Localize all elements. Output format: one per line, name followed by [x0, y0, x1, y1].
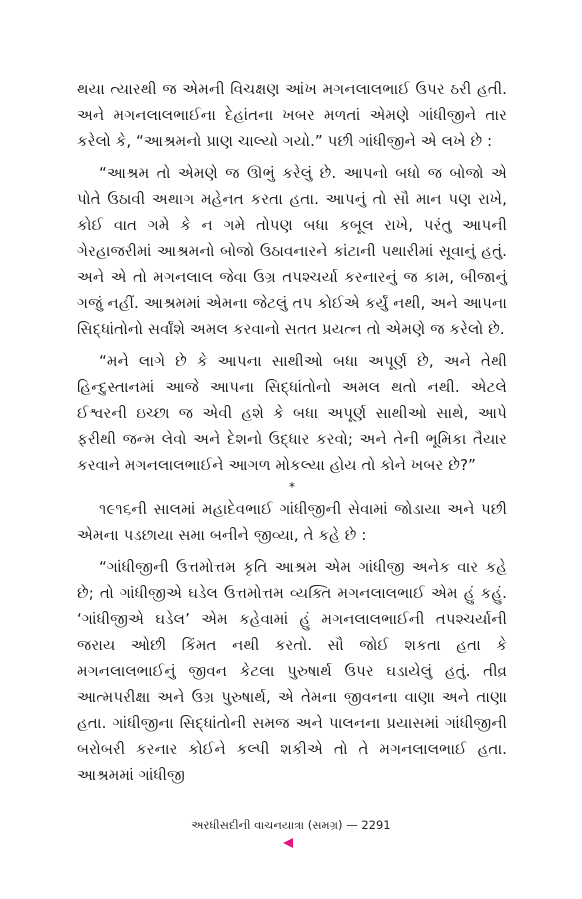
triangle-left-icon[interactable]: [281, 836, 295, 850]
paragraph-quote-2: “મને લાગે છે કે આપના સાથીઓ બધા અપૂર્ણ છે, અને તેથી હિન્દુસ્તાનમાં આજે આપના સિદ્ધાંતોનો અમલ થતો નથી. એટલે ઈશ્વરની ઇચ્છા જ એવી હશે કે બધા અપૂર્ણ સાથીઓ સાથે, આપે ફરીથી જન્મ લેવો અને દેશનો ઉદ્ધાર કરવો; અને તેની ભૂમિકા તૈયાર કરવાને મગનલાલભાઈને આગળ મોકલ્યા હોય તો કોને ખબર છે?”: [77, 352, 507, 474]
paragraph-mahadevbhai: ૧૯૧૬ની સાલમાં મહાદેવભાઈ ગાંધીજીની સેવામાં જોડાયા અને પછી એમના પડછાયા સમા બનીને જીવ્યા, તે કહે છે :: [77, 500, 507, 544]
page-footer: [0, 818, 582, 833]
footer-dash: —: [346, 818, 358, 832]
footer-page-number: 2291: [361, 818, 391, 832]
paragraph-quote-1: “આશ્રમ તો એમણે જ ઊભું કરેલું છે. આપનો બધો જ બોજો એ પોતે ઉઠાવી અથાગ મહેનત કરતા હતા. આપનું તો સૌ માન પણ રાખે, કોઈ વાત ગમે કે ન ગમે તોપણ બધા કબૂલ રાખે, પરંતુ આપની ગેરહાજરીમાં આશ્રમનો બોજો ઉઠાવનારને કાંટાની પથારીમાં સૂવાનું હતું. અને એ તો મગનલાલ જેવા ઉગ્ર તપશ્ચર્યા કરનારનું જ કામ, બીજાનું ગજું નહીં. આશ્રમમાં એમના જેટલું તપ કોઈએ કર્યું નથી, અને આપના સિદ્ધાંતોનો સર્વાંશે અમલ કરવાનો સતત પ્રયત્ન તો એમણે જ કરેલો છે.: [77, 164, 507, 338]
paragraph-quote-3: “ગાંધીજીની ઉત્તમોત્તમ કૃતિ આશ્રમ એમ ગાંધીજી અનેક વાર કહે છે; તો ગાંધીજીએ ઘડેલ ઉત્તમોત્તમ વ્યક્તિ મગનલાલભાઈ એમ હું કહું. ‘ગાંધીજીએ ઘડેલ’ એમ કહેવામાં હું મગનલાલભાઈની તપશ્ચર્યાની જરાય ઓછી કિંમત નથી કરતો. સૌ જોઈ શકતા હતા કે મગનલાલભાઈનું જીવન કેટલા પુરુષાર્થ ઉપર ઘડાયેલું હતું. તીવ્ર આત્મપરીક્ષા અને ઉગ્ર પુરુષાર્થ, એ તેમના જીવનના વાણા અને તાણા હતા. ગાંધીજીના સિદ્ધાંતોની સમજ અને પાલનના પ્રયાસમાં ગાંધીજીની બરોબરી કરનાર કોઈને કલ્પી શકીએ તો તે મગનલાલભાઈ હતા. આશ્રમમાં ગાંધીજી: [77, 558, 507, 784]
footer-book-title: અરધીસદીની વાચનયાત્રા (સમગ્ર): [191, 818, 343, 832]
body-text: [77, 76, 507, 788]
paragraph-continuation: થયા ત્યારથી જ એમની વિચક્ષણ આંખ મગનલાલભાઈ ઉપર ઠરી હતી. અને મગનલાલભાઈના દેહાંતના ખબર મળતાં એમણે ગાંધીજીને તાર કરેલો કે, “આશ્રમનો પ્રાણ ચાલ્યો ગયો.” પછી ગાંધીજીને એ લખે છે :: [77, 80, 507, 150]
section-separator: *: [289, 480, 295, 494]
